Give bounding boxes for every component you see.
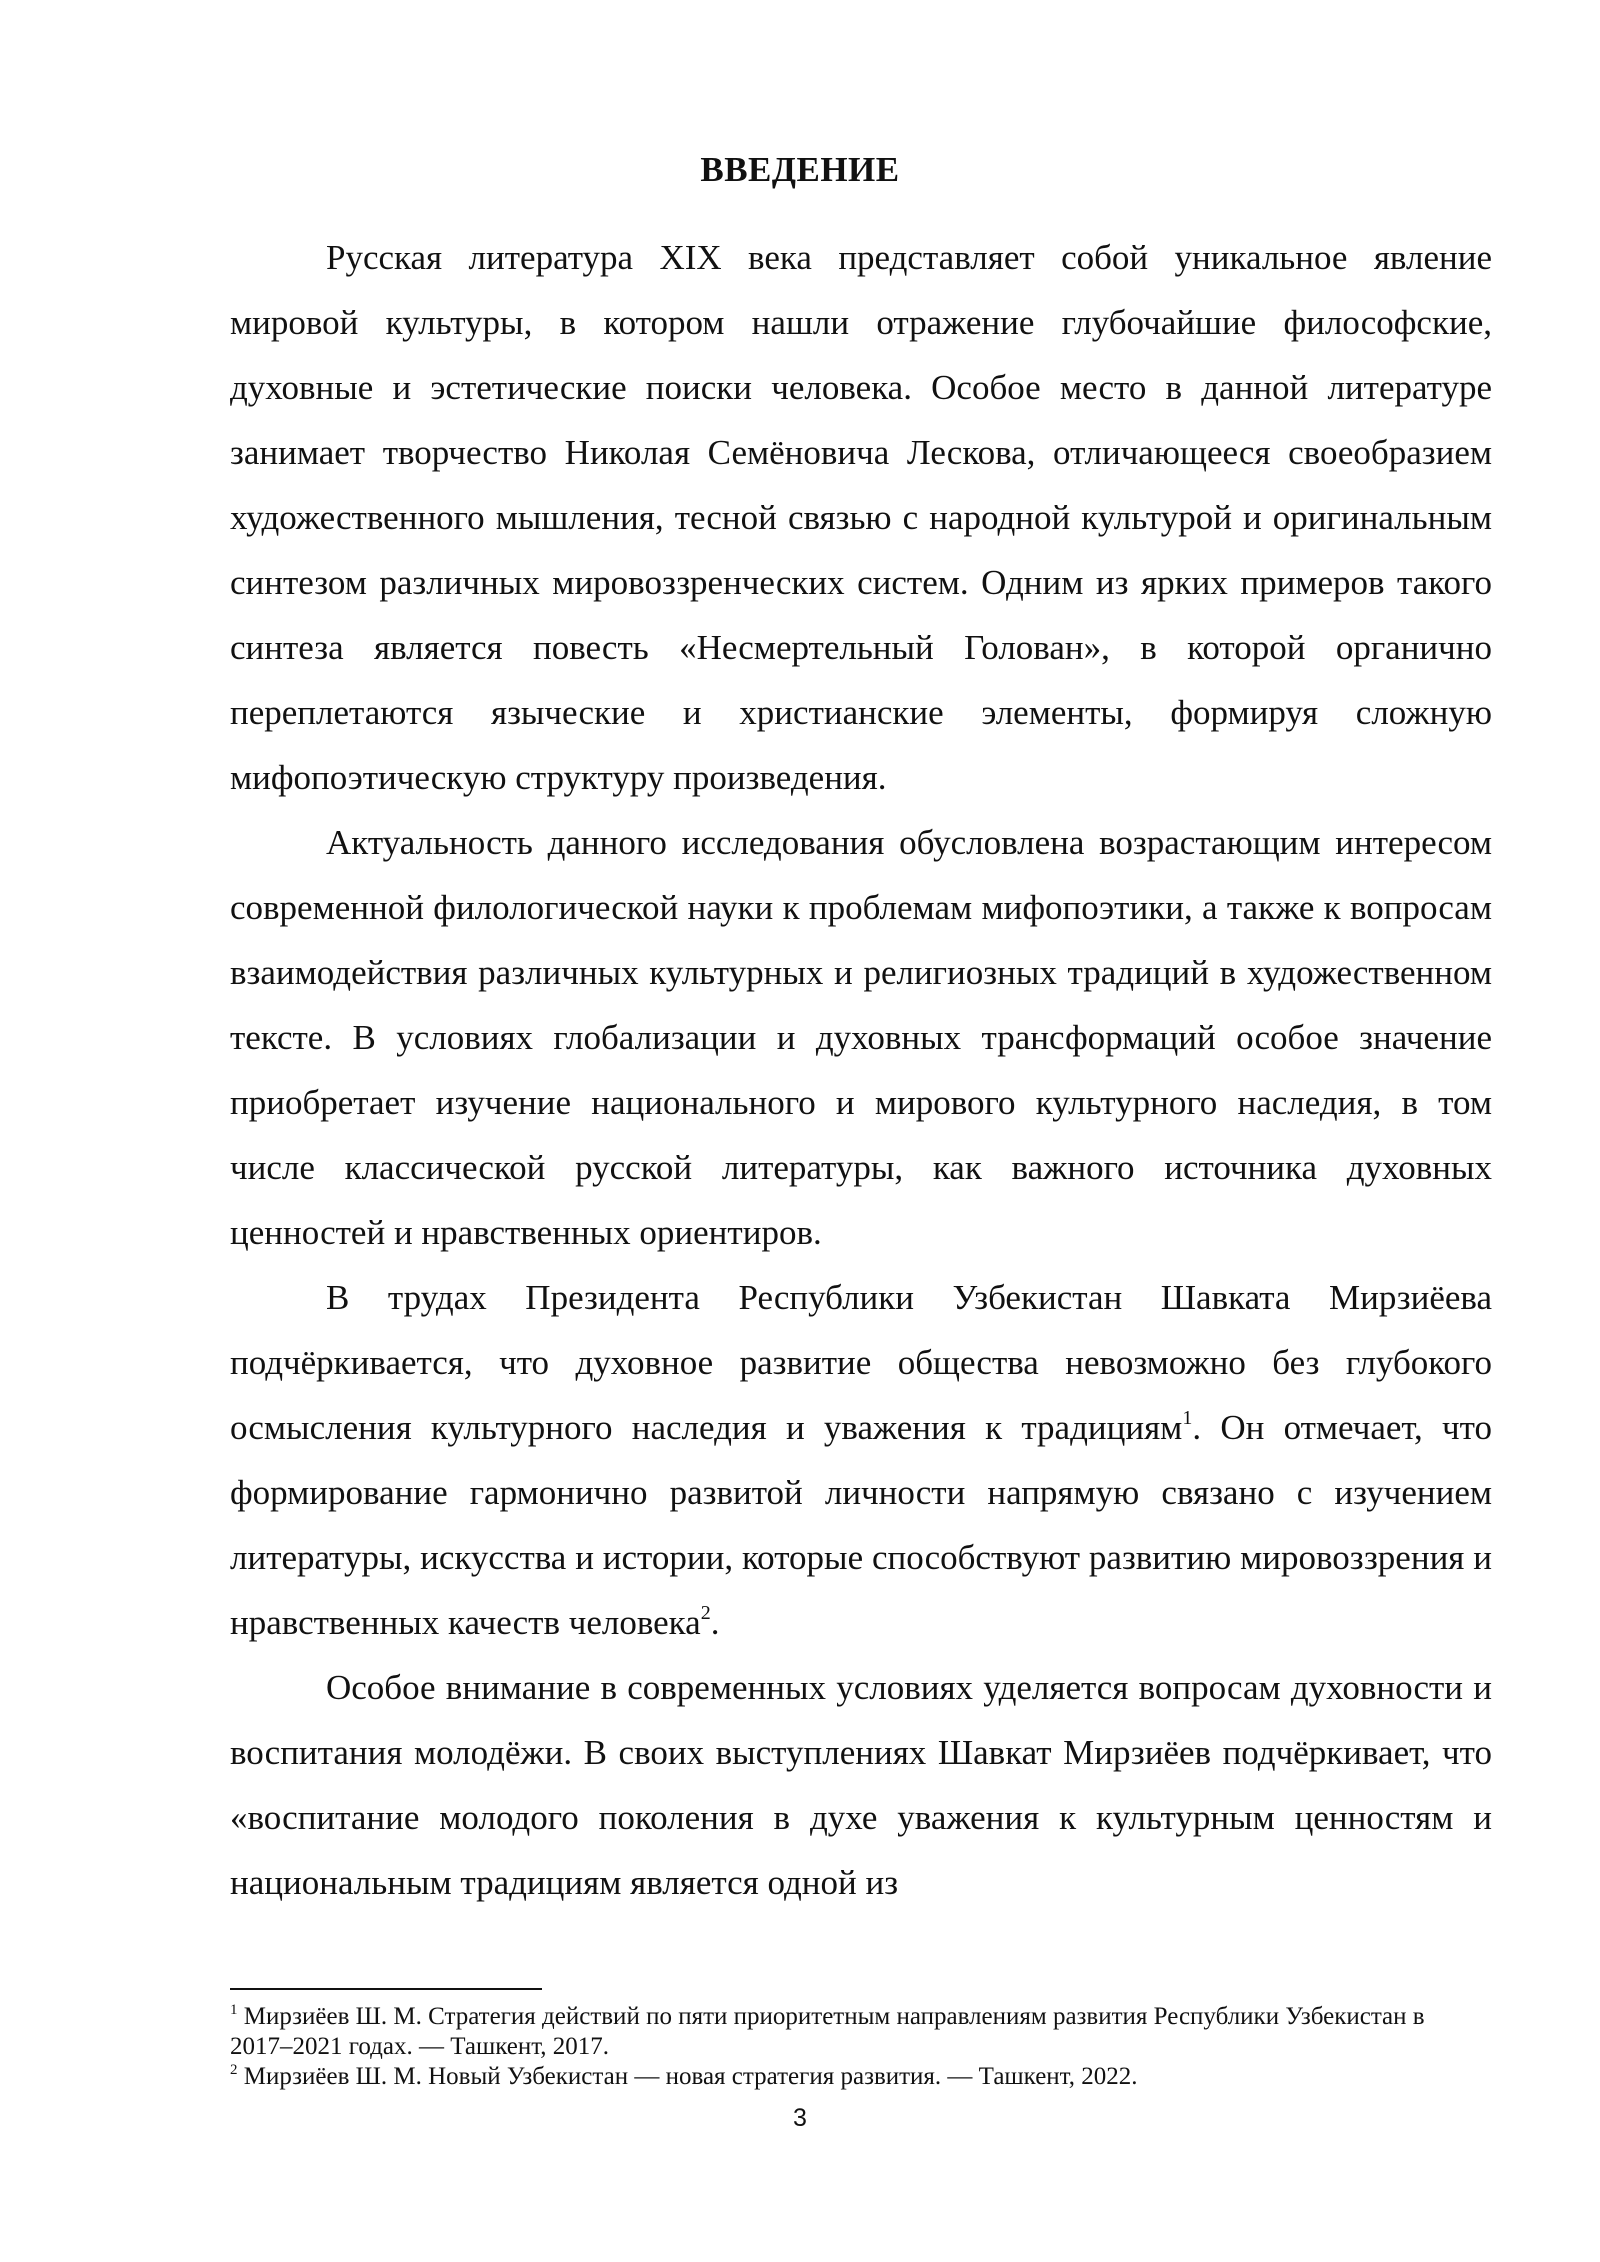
footnote-reference[interactable]: 2 xyxy=(700,1602,711,1625)
paragraph-intro: Русская литература XIX века представляет собой уникальное явление мировой культуры, в котором нашли отражение глубочайшие философские, духовные и эстетические поиски человека. Особое место в данной литературе занимает творчество Николая Семёновича Лескова, отличающееся своеобразием художественного мышления, тесной связью с народной культурой и оригинальным синтезом различных мировоззренческих систем. Одним из ярких примеров такого синтеза является повесть «Несмертельный Голован», в которой органично переплетаются языческие и христианские элементы, формируя сложную мифопоэтическую структуру произведения. xyxy=(230,238,1492,797)
footnote-item xyxy=(230,2062,1492,2092)
paragraph-text-part: . Он отмечает, что формирование гармонично развитой личности напрямую связано с изучением литературы, искусства и истории, которые способствуют развитию мировоззрения и нравственных качеств человека xyxy=(230,1408,1492,1642)
paragraph-president-works xyxy=(230,1265,1492,1655)
footnotes xyxy=(230,2002,1492,2092)
footnote-marker: 2 xyxy=(230,2061,238,2078)
section-heading: ВВЕДЕНИЕ xyxy=(700,150,900,189)
footnote-text: Мирзиёев Ш. М. Новый Узбекистан — новая стратегия развития. — Ташкент, 2022. xyxy=(237,2063,1138,2090)
paragraph-text-part: . xyxy=(710,1603,720,1642)
footnote-marker: 1 xyxy=(230,2001,238,2018)
footnote-item xyxy=(230,2002,1492,2062)
paragraph-youth-education: Особое внимание в современных условиях уделяется вопросам духовности и воспитания молодёжи. В своих выступлениях Шавкат Мирзиёев подчёркивает, что «воспитание молодого поколения в духе уважения к культурным ценностям и национальным традициям является одной из xyxy=(230,1668,1492,1902)
footnote-text: Мирзиёев Ш. М. Стратегия действий по пяти приоритетным направлениям развития Республики Узбекистан в 2017–2021 годах. — Ташкент, 2017. xyxy=(230,2003,1425,2060)
paragraph-text-part: В трудах Президента Республики Узбекистан Шавката Мирзиёева подчёркивается, что духовное развитие общества невозможно без глубокого осмысления культурного наследия и уважения к традициям xyxy=(230,1278,1492,1447)
page-number: 3 xyxy=(793,2104,807,2132)
footnote-separator xyxy=(230,1988,542,1990)
body-text xyxy=(230,225,1492,1915)
footnote-reference[interactable]: 1 xyxy=(1182,1407,1193,1430)
paragraph-relevance: Актуальность данного исследования обусловлена возрастающим интересом современной филологической науки к проблемам мифопоэтики, а также к вопросам взаимодействия различных культурных и религиозных традиций в художественном тексте. В условиях глобализации и духовных трансформаций особое значение приобретает изучение национального и мирового культурного наследия, в том числе классической русской литературы, как важного источника духовных ценностей и нравственных ориентиров. xyxy=(230,823,1492,1252)
